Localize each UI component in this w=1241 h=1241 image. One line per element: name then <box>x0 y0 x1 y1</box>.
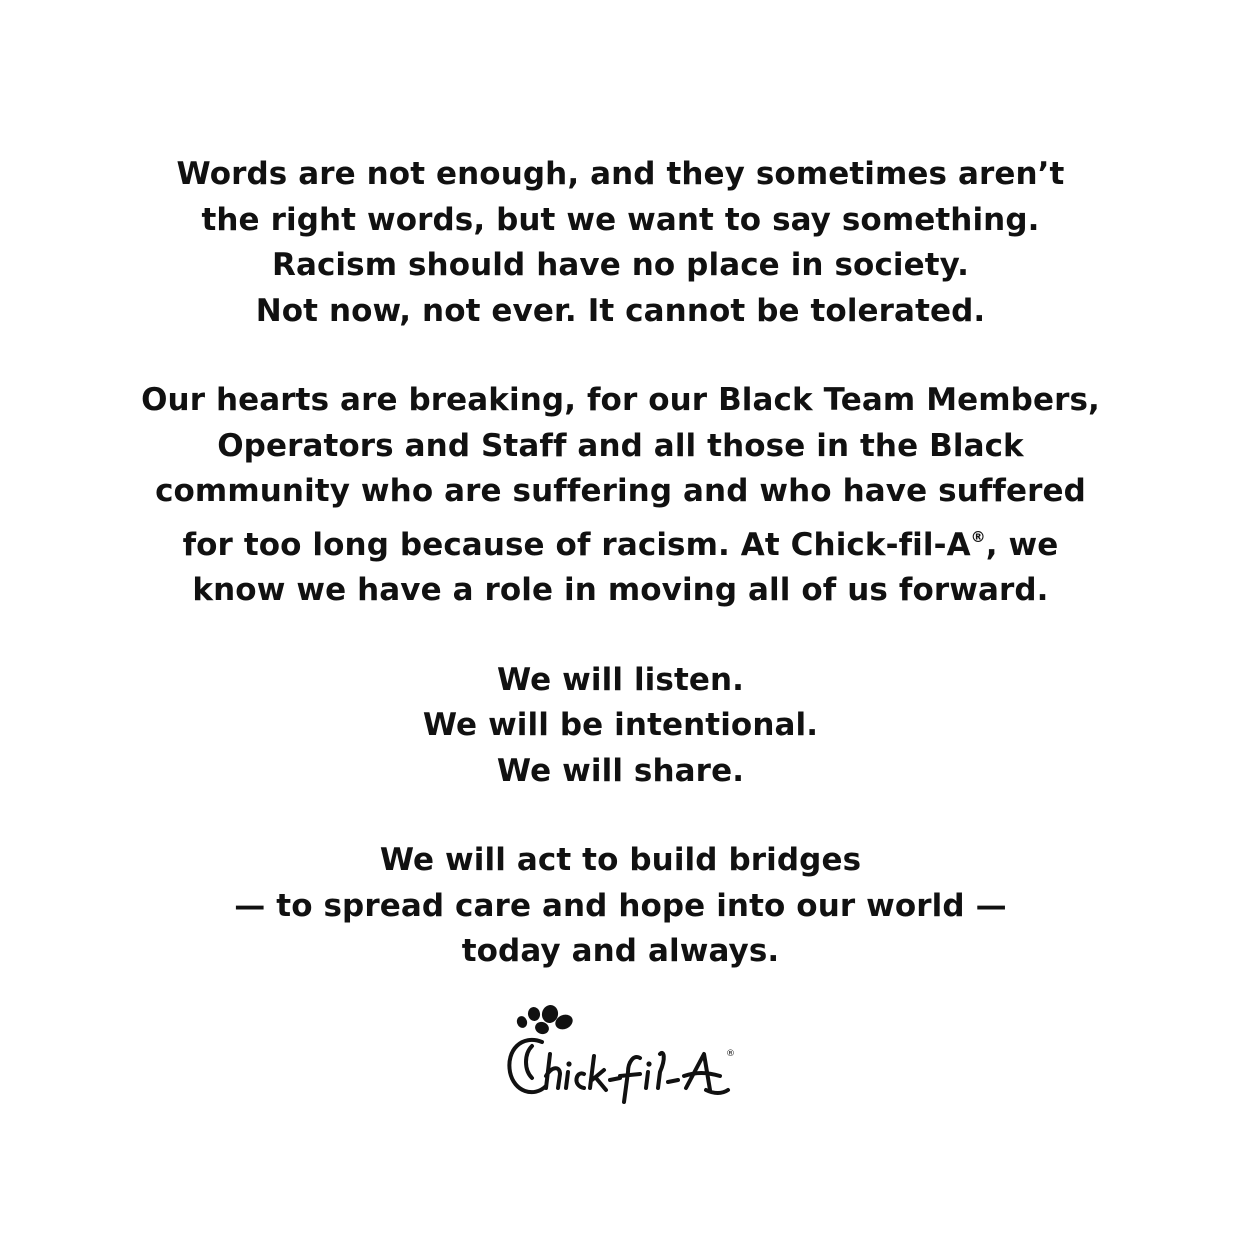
statement-line: We will listen. <box>496 661 745 698</box>
statement-line: — to spread care and hope into our world — <box>234 887 1007 924</box>
statement-line-text: for too long because of racism. At Chick-fil-A <box>182 526 971 563</box>
statement-line: Not now, not ever. It cannot be tolerated. <box>255 292 986 329</box>
chick-fil-a-logo <box>500 1002 745 1110</box>
statement-line: Words are not enough, and they sometimes aren’t <box>176 156 1065 192</box>
paragraph-1 <box>0 152 1241 334</box>
chicken-comb-logo-icon <box>500 1002 745 1110</box>
statement-line: We will act to build bridges <box>379 842 862 878</box>
statement-line: Operators and Staff and all those in the Black <box>217 427 1024 464</box>
statement-line: Our hearts are breaking, for our Black Team Members, <box>141 382 1100 418</box>
paragraph-4 <box>0 838 1241 975</box>
paragraph-3 <box>0 658 1241 795</box>
statement-line: Racism should have no place in society. <box>271 247 970 283</box>
statement-line: know we have a role in moving all of us forward. <box>192 572 1049 608</box>
statement <box>0 152 1241 975</box>
statement-line: the right words, but we want to say something. <box>201 201 1040 238</box>
logo-registered-mark: ® <box>726 1049 735 1059</box>
statement-line: We will be intentional. <box>422 707 819 743</box>
statement-line <box>0 515 1241 569</box>
registered-mark: ® <box>970 527 986 546</box>
statement-line: today and always. <box>461 933 780 969</box>
statement-line: community who are suffering and who have suffered <box>155 473 1086 509</box>
statement-line-suffix: , we <box>985 526 1059 563</box>
statement-line: We will share. <box>496 752 745 789</box>
paragraph-2 <box>0 378 1241 614</box>
